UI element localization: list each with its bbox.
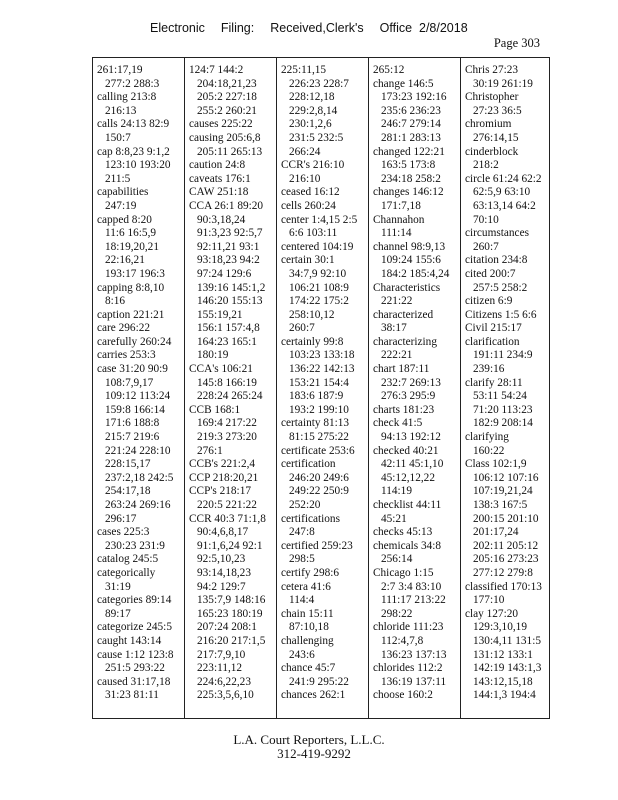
index-entry-continuation: 138:3 167:5: [473, 499, 528, 511]
index-entry-continuation: 298:22: [381, 607, 413, 620]
index-entry: caused 31:17,18: [97, 675, 171, 688]
index-entry: circle 61:24 62:2: [465, 172, 542, 185]
index-entry: chart 187:11: [373, 363, 430, 376]
index-entry: catalog 245:5: [97, 553, 159, 566]
index-entry-continuation: 220:5 221:22: [197, 499, 257, 511]
index-entry: CCB's 221:2,4: [189, 458, 256, 471]
index-entry-continuation: 34:7,9 92:10: [289, 267, 347, 280]
index-entry-continuation: 205:11 265:13: [197, 145, 263, 158]
index-entry-continuation: 8:16: [105, 295, 126, 308]
column-divider: [276, 58, 277, 718]
index-entry: care 296:22: [97, 322, 151, 335]
index-entry: change 146:5: [373, 77, 434, 90]
index-entry-continuation: 200:15 201:10: [473, 512, 539, 525]
index-entry-continuation: 31:23 81:11: [105, 689, 159, 702]
index-entry-continuation: 281:1 283:13: [381, 131, 441, 144]
index-entry-continuation: 111:14: [381, 227, 412, 240]
index-entry-continuation: 298:5: [289, 553, 315, 566]
index-entry-continuation: 109:12 113:24: [105, 390, 171, 403]
index-entry-continuation: 230:23 231:9: [105, 539, 165, 552]
index-entry-continuation: 114:4: [289, 594, 315, 607]
index-entry: Channahon: [373, 213, 425, 226]
index-entry-continuation: 254:17,18: [105, 485, 151, 498]
index-entry-continuation: 235:6 236:23: [381, 104, 441, 117]
index-entry: chromium: [465, 118, 512, 131]
index-entry: certification: [281, 458, 336, 471]
index-entry-continuation: 63:13,14 64:2: [473, 199, 536, 212]
index-entry: clarifying: [465, 431, 509, 444]
index-entry-continuation: 106:12 107:16: [473, 471, 539, 484]
index-entry-continuation: 136:23 137:13: [381, 648, 447, 661]
index-entry: clay 127:20: [465, 607, 519, 620]
index-entry-continuation: 163:5 173:8: [381, 159, 436, 172]
index-entry-continuation: 260:7: [289, 322, 315, 335]
page-number: Page 303: [493, 36, 540, 50]
index-entry: CCP 218:20,21: [189, 471, 259, 484]
index-entry-continuation: 108:7,9,17: [105, 376, 154, 389]
index-entry: centered 104:19: [281, 240, 354, 253]
index-entry: charts 181:23: [373, 403, 435, 416]
index-entry-continuation: 177:10: [473, 594, 505, 607]
index-entry-continuation: 70:10: [473, 213, 499, 226]
index-entry-continuation: 153:21 154:4: [289, 376, 349, 389]
index-entry-continuation: 247:8: [289, 526, 315, 539]
index-entry-continuation: 237:2,18 242:5: [105, 471, 174, 484]
index-entry-continuation: 111:17 213:22: [381, 594, 446, 607]
index-entry-continuation: 215:7 219:6: [105, 431, 160, 444]
index-entry-continuation: 228:15,17: [105, 458, 151, 471]
index-entry-continuation: 164:23 165:1: [197, 335, 257, 348]
index-entry-continuation: 106:21 108:9: [289, 281, 349, 294]
index-entry-continuation: 6:6 103:11: [289, 227, 338, 240]
index-entry: CCR 40:3 71:1,8: [189, 512, 266, 525]
filing-header: [150, 21, 484, 35]
index-entry: cells 260:24: [281, 199, 336, 212]
index-entry-continuation: 219:3 273:20: [197, 431, 257, 444]
index-entry-continuation: 42:11 45:1,10: [381, 458, 444, 471]
index-entry-continuation: 277:12 279:8: [473, 566, 533, 579]
index-entry: checklist 44:11: [373, 499, 442, 511]
index-entry-continuation: 159:8 166:14: [105, 403, 165, 416]
index-entry-continuation: 193:17 196:3: [105, 267, 165, 280]
index-entry-continuation: 225:3,5,6,10: [197, 689, 254, 702]
index-entry-continuation: 139:16 145:1,2: [197, 281, 266, 294]
footer-phone: 312-419-9292: [277, 746, 351, 761]
column-divider: [184, 58, 185, 718]
index-entry: causes 225:22: [189, 118, 253, 131]
index-entry: CAW 251:18: [189, 186, 249, 199]
index-entry: cause 1:12 123:8: [97, 648, 174, 661]
index-entry: channel 98:9,13: [373, 240, 446, 253]
index-entry: ceased 16:12: [281, 186, 340, 199]
index-entry-continuation: 18:19,20,21: [105, 240, 159, 253]
index-entry-continuation: 260:7: [473, 240, 499, 253]
index-entry: 124:7 144:2: [189, 64, 244, 76]
index-entry-continuation: 156:1 157:4,8: [197, 322, 260, 335]
index-entry-continuation: 136:19 137:11: [381, 675, 447, 688]
index-entry-continuation: 90:3,18,24: [197, 213, 246, 226]
index-entry-continuation: 91:1,6,24 92:1: [197, 539, 263, 552]
index-entry: cetera 41:6: [281, 580, 331, 593]
index-entry: characterizing: [373, 335, 437, 348]
index-entry: caption 221:21: [97, 308, 165, 321]
index-entry-continuation: 180:19: [197, 349, 229, 362]
index-entry-continuation: 145:8 166:19: [197, 376, 257, 389]
index-entry-continuation: 266:24: [289, 145, 321, 158]
index-entry-continuation: 173:23 192:16: [381, 91, 447, 104]
index-entry-continuation: 62:5,9 63:10: [473, 186, 531, 199]
index-entry: CCR's 216:10: [281, 159, 345, 172]
index-entry: checks 45:13: [373, 526, 433, 539]
index-entry: changes 146:12: [373, 186, 444, 199]
index-entry-continuation: 226:23 228:7: [289, 77, 349, 90]
header-received: Received,Clerk's: [270, 21, 364, 35]
footer-company: L.A. Court Reporters, L.L.C.: [233, 732, 385, 747]
index-entry-continuation: 135:7,9 148:16: [197, 594, 266, 607]
column-divider: [368, 58, 369, 718]
header-office: Office: [379, 21, 413, 35]
index-entry: certified 259:23: [281, 539, 353, 552]
index-column-1: [97, 64, 183, 703]
index-entry-continuation: 224:6,22,23: [197, 675, 251, 688]
index-entry: CCB 168:1: [189, 403, 241, 416]
index-entry: caveats 176:1: [189, 172, 251, 185]
index-entry: classified 170:13: [465, 580, 542, 593]
index-entry-continuation: 228:24 265:24: [197, 390, 263, 403]
index-entry-continuation: 182:9 208:14: [473, 417, 533, 430]
index-entry-continuation: 71:20 113:23: [473, 403, 533, 416]
index-entry-continuation: 53:11 54:24: [473, 390, 527, 403]
index-entry-continuation: 252:20: [289, 499, 321, 511]
index-column-4: [373, 64, 459, 703]
index-entry: cap 8:8,23 9:1,2: [97, 145, 170, 158]
index-entry: capping 8:8,10: [97, 281, 165, 294]
index-entry: chance 45:7: [281, 662, 336, 675]
index-entry-continuation: 94:2 129:7: [197, 580, 246, 593]
index-entry-continuation: 92:11,21 93:1: [197, 240, 260, 253]
index-entry: CCA's 106:21: [189, 363, 253, 376]
index-entry: checked 40:21: [373, 444, 439, 457]
index-entry-continuation: 103:23 133:18: [289, 349, 355, 362]
index-entry-continuation: 246:20 249:6: [289, 471, 349, 484]
index-entry-continuation: 11:6 16:5,9: [105, 227, 157, 240]
index-entry: circumstances: [465, 227, 529, 240]
index-entry-continuation: 131:12 133:1: [473, 648, 533, 661]
index-entry-continuation: 221:24 228:10: [105, 444, 171, 457]
footer: [0, 733, 618, 761]
index-column-3: [281, 64, 367, 703]
index-entry-continuation: 171:7,18: [381, 199, 421, 212]
index-entry-continuation: 130:4,11 131:5: [473, 634, 541, 647]
index-entry: challenging: [281, 634, 334, 647]
index-entry-continuation: 184:2 185:4,24: [381, 267, 450, 280]
index-entry: certificate 253:6: [281, 444, 355, 457]
index-entry-continuation: 223:11,12: [197, 662, 243, 675]
index-entry-continuation: 191:11 234:9: [473, 349, 533, 362]
index-entry-continuation: 144:1,3 194:4: [473, 689, 536, 702]
index-entry: center 1:4,15 2:5: [281, 213, 358, 226]
index-entry-continuation: 222:21: [381, 349, 413, 362]
index-entry: categorically: [97, 566, 156, 579]
index-entry-continuation: 171:6 188:8: [105, 417, 160, 430]
index-entry: clarification: [465, 335, 520, 348]
index-entry-continuation: 112:4,7,8: [381, 634, 424, 647]
index-entry-continuation: 211:5: [105, 172, 131, 185]
index-entry-continuation: 93:18,23 94:2: [197, 254, 260, 267]
index-entry-continuation: 204:18,21,23: [197, 77, 257, 90]
index-entry: Characteristics: [373, 281, 441, 294]
index-entry: cases 225:3: [97, 526, 150, 539]
index-entry: choose 160:2: [373, 689, 433, 702]
index-entry: 261:17,19: [97, 64, 143, 76]
index-entry-continuation: 230:1,2,6: [289, 118, 332, 131]
index-entry-continuation: 30:19 261:19: [473, 77, 533, 90]
index-entry: Civil 215:17: [465, 322, 522, 335]
index-entry-continuation: 109:24 155:6: [381, 254, 441, 267]
index-entry-continuation: 231:5 232:5: [289, 131, 344, 144]
index-entry: Chicago 1:15: [373, 566, 434, 579]
index-entry-continuation: 202:11 205:12: [473, 539, 539, 552]
index-entry-continuation: 276:14,15: [473, 131, 519, 144]
index-entry-continuation: 183:6 187:9: [289, 390, 344, 403]
index-entry-continuation: 155:19,21: [197, 308, 243, 321]
index-entry-continuation: 258:10,12: [289, 308, 335, 321]
index-entry-continuation: 241:9 295:22: [289, 675, 349, 688]
index-entry: clarify 28:11: [465, 376, 523, 389]
index-entry: chlorides 112:2: [373, 662, 443, 675]
index-entry-continuation: 221:22: [381, 295, 413, 308]
index-entry-continuation: 97:24 129:6: [197, 267, 252, 280]
index-entry: chemicals 34:8: [373, 539, 442, 552]
index-entry: certain 30:1: [281, 254, 335, 267]
index-entry-continuation: 160:22: [473, 444, 505, 457]
index-entry-continuation: 246:7 279:14: [381, 118, 441, 131]
index-entry: changed 122:21: [373, 145, 445, 158]
index-entry: cited 200:7: [465, 267, 516, 280]
index-entry-continuation: 38:17: [381, 322, 407, 335]
index-entry: certifications: [281, 512, 340, 525]
index-entry: carefully 260:24: [97, 335, 172, 348]
index-entry: citation 234:8: [465, 254, 528, 267]
index-entry-continuation: 31:19: [105, 580, 131, 593]
index-entry: 265:12: [373, 64, 405, 76]
index-entry-continuation: 277:2 288:3: [105, 77, 160, 90]
index-entry: Chris 27:23: [465, 64, 519, 76]
index-entry-continuation: 234:18 258:2: [381, 172, 441, 185]
index-column-5: [465, 64, 551, 703]
index-entry-continuation: 169:4 217:22: [197, 417, 257, 430]
index-entry: categorize 245:5: [97, 621, 172, 634]
index-entry-continuation: 296:17: [105, 512, 137, 525]
index-entry-continuation: 93:14,18,23: [197, 566, 251, 579]
index-entry: certainty 81:13: [281, 417, 350, 430]
index-entry-continuation: 216:13: [105, 104, 137, 117]
index-entry: 225:11,15: [281, 64, 327, 76]
index-entry-continuation: 89:17: [105, 607, 131, 620]
index-entry: capped 8:20: [97, 213, 152, 226]
index-entry: Class 102:1,9: [465, 458, 527, 471]
index-entry-continuation: 239:16: [473, 363, 505, 376]
index-entry-continuation: 91:3,23 92:5,7: [197, 227, 263, 240]
index-entry-continuation: 216:20 217:1,5: [197, 634, 266, 647]
index-entry-continuation: 146:20 155:13: [197, 295, 263, 308]
index-entry-continuation: 256:14: [381, 553, 413, 566]
index-entry-continuation: 243:6: [289, 648, 315, 661]
index-entry: chain 15:11: [281, 607, 334, 620]
index-entry-continuation: 27:23 36:5: [473, 104, 522, 117]
index-entry-continuation: 205:16 273:23: [473, 553, 539, 566]
index-entry: case 31:20 90:9: [97, 363, 168, 376]
index-entry: chloride 111:23: [373, 621, 444, 634]
index-entry-continuation: 2:7 3:4 83:10: [381, 580, 442, 593]
index-entry-continuation: 123:10 193:20: [105, 159, 171, 172]
index-entry-continuation: 201:17,24: [473, 526, 519, 539]
index-column-2: [189, 64, 275, 703]
index-entry-continuation: 257:5 258:2: [473, 281, 528, 294]
header-electronic: Electronic: [150, 21, 205, 35]
index-entry-continuation: 232:7 269:13: [381, 376, 441, 389]
index-entry: carries 253:3: [97, 349, 156, 362]
index-entry-continuation: 247:19: [105, 199, 137, 212]
index-entry: Citizens 1:5 6:6: [465, 308, 537, 321]
index-entry-continuation: 217:7,9,10: [197, 648, 246, 661]
index-entry: caution 24:8: [189, 159, 246, 172]
index-entry: characterized: [373, 308, 434, 321]
index-entry: calls 24:13 82:9: [97, 118, 170, 131]
index-entry: CCA 26:1 89:20: [189, 199, 264, 212]
index-entry-continuation: 207:24 208:1: [197, 621, 257, 634]
index-entry-continuation: 45:12,12,22: [381, 471, 435, 484]
index-entry-continuation: 87:10,18: [289, 621, 329, 634]
header-filing: Filing:: [220, 21, 255, 35]
index-entry-continuation: 251:5 293:22: [105, 662, 165, 675]
index-entry-continuation: 143:12,15,18: [473, 675, 533, 688]
word-index-table: [92, 57, 550, 719]
index-entry-continuation: 150:7: [105, 131, 131, 144]
index-entry-continuation: 276:3 295:9: [381, 390, 436, 403]
index-entry: citizen 6:9: [465, 295, 513, 308]
index-entry-continuation: 114:19: [381, 485, 412, 498]
index-entry: categories 89:14: [97, 594, 172, 607]
index-entry-continuation: 45:21: [381, 512, 407, 525]
index-entry-continuation: 81:15 275:22: [289, 431, 349, 444]
index-entry-continuation: 263:24 269:16: [105, 499, 171, 511]
index-entry-continuation: 249:22 250:9: [289, 485, 349, 498]
index-entry-continuation: 107:19,21,24: [473, 485, 533, 498]
index-entry: caught 143:14: [97, 634, 162, 647]
index-entry-continuation: 142:19 143:1,3: [473, 662, 542, 675]
index-entry: certify 298:6: [281, 566, 340, 579]
header-date: 2/8/2018: [419, 21, 468, 35]
index-entry-continuation: 193:2 199:10: [289, 403, 349, 416]
index-entry-continuation: 229:2,8,14: [289, 104, 338, 117]
index-entry: certainly 99:8: [281, 335, 344, 348]
index-entry-continuation: 90:4,6,8,17: [197, 526, 249, 539]
index-entry-continuation: 276:1: [197, 444, 223, 457]
index-entry-continuation: 94:13 192:12: [381, 431, 441, 444]
index-entry: calling 213:8: [97, 91, 157, 104]
index-entry-continuation: 255:2 260:21: [197, 104, 257, 117]
index-entry: CCP's 218:17: [189, 485, 251, 498]
index-entry-continuation: 129:3,10,19: [473, 621, 527, 634]
index-entry: check 41:5: [373, 417, 423, 430]
index-entry-continuation: 205:2 227:18: [197, 91, 257, 104]
index-entry-continuation: 174:22 175:2: [289, 295, 349, 308]
index-entry-continuation: 22:16,21: [105, 254, 145, 267]
index-entry-continuation: 136:22 142:13: [289, 363, 355, 376]
column-divider: [460, 58, 461, 718]
index-entry: causing 205:6,8: [189, 131, 261, 144]
index-entry-continuation: 228:12,18: [289, 91, 335, 104]
index-entry: capabilities: [97, 186, 149, 199]
index-entry: cinderblock: [465, 145, 519, 158]
index-entry-continuation: 218:2: [473, 159, 499, 172]
index-entry-continuation: 216:10: [289, 172, 321, 185]
index-entry: Christopher: [465, 91, 519, 104]
index-entry-continuation: 165:23 180:19: [197, 607, 263, 620]
index-entry: chances 262:1: [281, 689, 346, 702]
index-entry-continuation: 92:5,10,23: [197, 553, 246, 566]
